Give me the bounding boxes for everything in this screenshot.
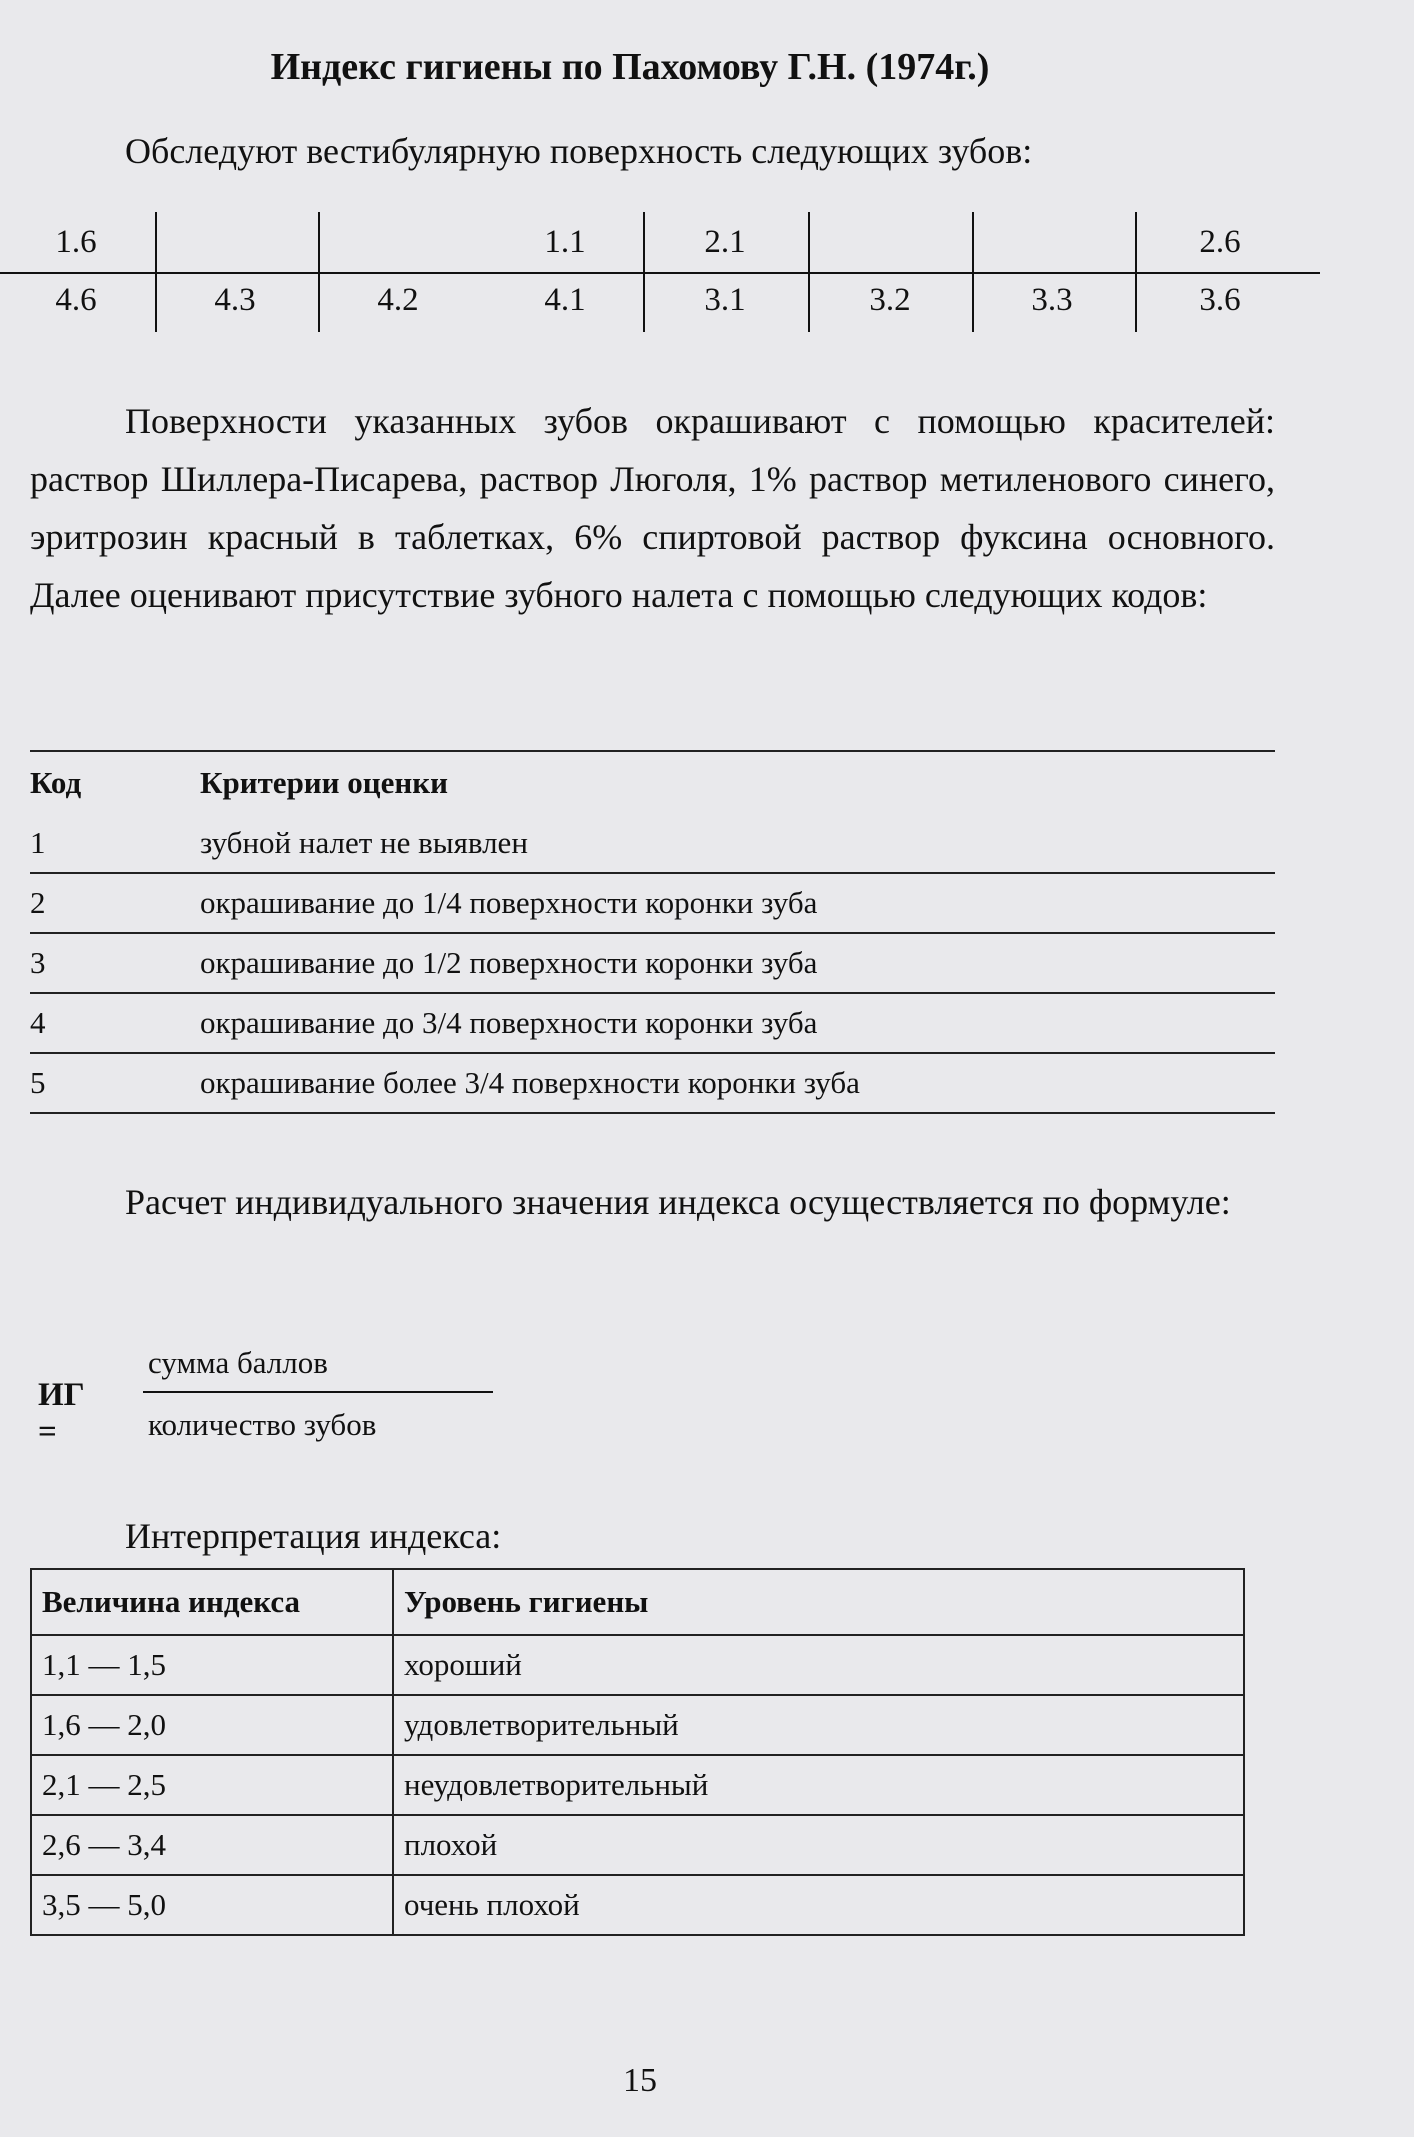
teeth-divider-line [0, 272, 1320, 274]
index-range: 1,1 — 1,5 [31, 1635, 393, 1695]
intro-text: Обследуют вестибулярную поверхность следующих зубов: [125, 131, 1033, 171]
paragraph-staining-text: Поверхности указанных зубов окрашивают с помощью красителей: раствор Шиллера-Писарева, раствор Люголя, 1% раствор метиленового синего, эритрозин красный в таблетках, 6% спиртовой раствор фуксина основного. Далее оценивают присутствие зубного налета с помощью следующих кодов: [30, 401, 1275, 615]
code-value: 4 [30, 1005, 46, 1040]
codes-table-row [30, 994, 1275, 1052]
hygiene-level: неудовлетворительный [393, 1755, 1244, 1815]
teeth-divider [155, 212, 157, 332]
index-range: 3,5 — 5,0 [31, 1875, 393, 1935]
index-range: 2,1 — 2,5 [31, 1755, 393, 1815]
formula-denominator: количество зубов [148, 1407, 377, 1442]
tooth-lower: 4.6 [55, 282, 97, 318]
teeth-divider [808, 212, 810, 332]
formula-numerator: сумма баллов [148, 1345, 328, 1380]
interpretation-row [31, 1875, 1244, 1935]
paragraph-calculation-text: Расчет индивидуального значения индекса осуществляется по формуле: [125, 1182, 1231, 1222]
tooth-lower: 3.3 [1031, 282, 1073, 318]
codes-header-code: Код [30, 765, 82, 800]
tooth-lower: 3.1 [704, 282, 746, 318]
hygiene-level: плохой [393, 1815, 1244, 1875]
codes-header-criteria: Критерии оценки [200, 765, 448, 800]
teeth-divider [643, 212, 645, 332]
code-criteria: окрашивание более 3/4 поверхности коронки зуба [200, 1065, 860, 1100]
teeth-divider [318, 212, 320, 332]
codes-table-header [30, 752, 1275, 814]
interpretation-row [31, 1695, 1244, 1755]
index-range: 2,6 — 3,4 [31, 1815, 393, 1875]
index-range: 1,6 — 2,0 [31, 1695, 393, 1755]
formula-lhs: ИГ = [38, 1377, 85, 1450]
tooth-upper: 1.1 [544, 224, 586, 260]
interpretation-header-row [31, 1569, 1244, 1635]
code-value: 3 [30, 945, 46, 980]
code-criteria: окрашивание до 1/4 поверхности коронки зуба [200, 885, 818, 920]
teeth-divider [1135, 212, 1137, 332]
teeth-divider [972, 212, 974, 332]
interpretation-header-level: Уровень гигиены [393, 1569, 1244, 1635]
code-criteria: окрашивание до 3/4 поверхности коронки зуба [200, 1005, 818, 1040]
code-criteria: зубной налет не выявлен [200, 825, 528, 860]
tooth-upper: 2.1 [704, 224, 746, 260]
codes-table-row [30, 1054, 1275, 1112]
tooth-lower: 3.6 [1199, 282, 1241, 318]
paragraph-staining [30, 392, 1275, 624]
page-title: Индекс гигиены по Пахомову Г.Н. (1974г.) [270, 46, 990, 88]
codes-table-row [30, 874, 1275, 932]
code-value: 2 [30, 885, 46, 920]
hygiene-level: хороший [393, 1635, 1244, 1695]
codes-table-row [30, 814, 1275, 872]
code-value: 1 [30, 825, 46, 860]
code-criteria: окрашивание до 1/2 поверхности коронки зуба [200, 945, 818, 980]
interpretation-row [31, 1815, 1244, 1875]
tooth-lower: 3.2 [869, 282, 911, 318]
interpretation-heading: Интерпретация индекса: [125, 1516, 502, 1556]
interpretation-row [31, 1635, 1244, 1695]
tooth-lower: 4.3 [214, 282, 256, 318]
code-value: 5 [30, 1065, 46, 1100]
page-number: 15 [623, 2062, 657, 2099]
tooth-lower: 4.1 [544, 282, 586, 318]
fraction-bar [143, 1391, 493, 1393]
codes-table-row [30, 934, 1275, 992]
tooth-upper: 2.6 [1199, 224, 1241, 260]
codes-table [30, 750, 1275, 1114]
tooth-upper: 1.6 [55, 224, 97, 260]
hygiene-level: очень плохой [393, 1875, 1244, 1935]
tooth-lower: 4.2 [377, 282, 419, 318]
hygiene-level: удовлетворительный [393, 1695, 1244, 1755]
paragraph-calculation [30, 1173, 1275, 1231]
interpretation-row [31, 1755, 1244, 1815]
teeth-scheme [0, 212, 1320, 332]
interpretation-table [30, 1568, 1245, 1936]
interpretation-header-range: Величина индекса [31, 1569, 393, 1635]
